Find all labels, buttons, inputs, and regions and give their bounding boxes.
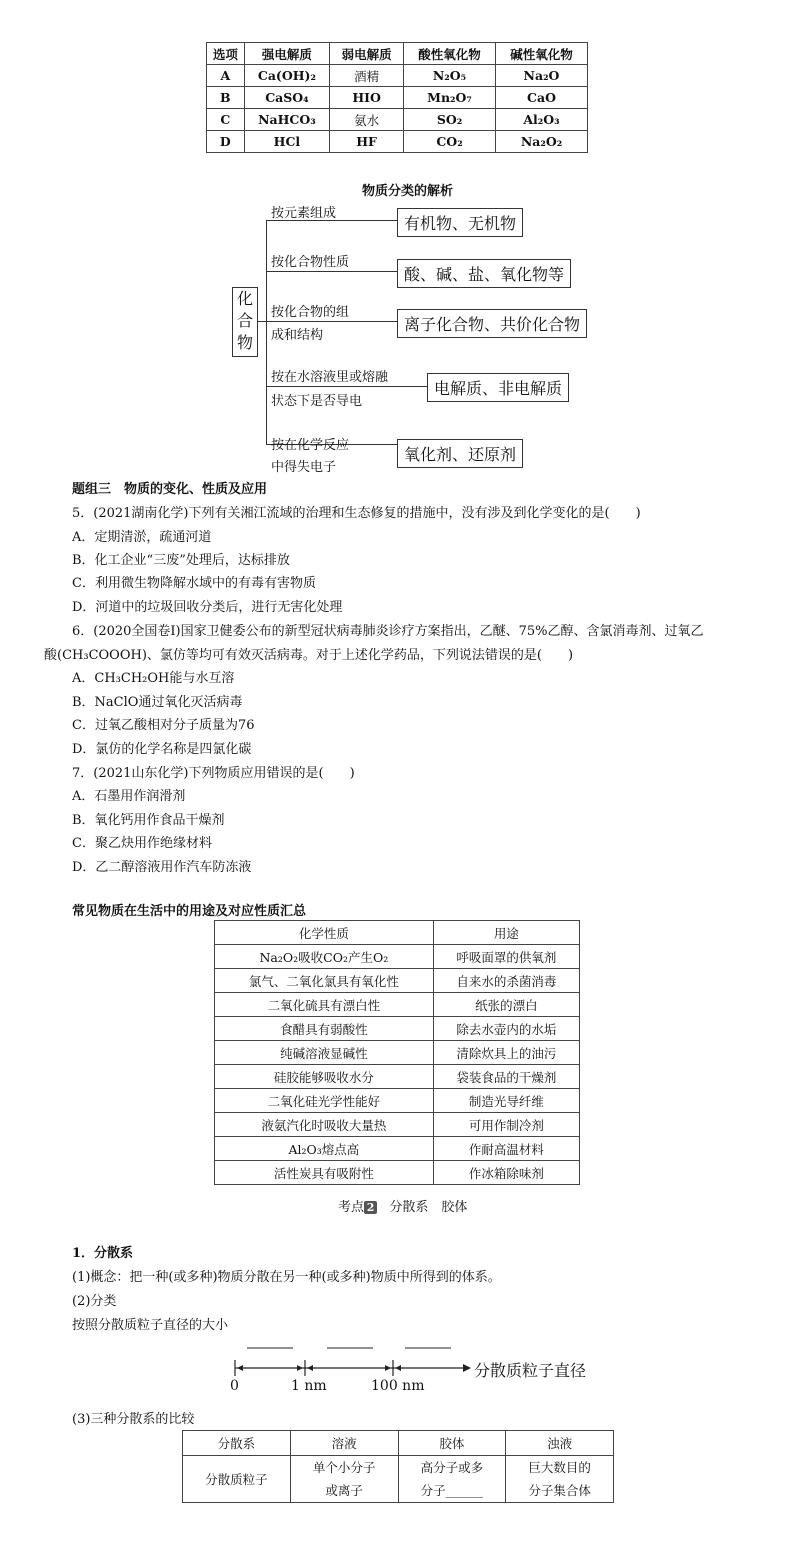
classify-label: (2)分类 (72, 1294, 117, 1309)
table-cell: Ca(OH)₂ (244, 65, 330, 87)
table-title: 常见物质在生活中的用途及对应性质汇总 (72, 904, 307, 919)
table-cell: 制造光导纤维 (433, 1089, 579, 1113)
branch-result: 酸、碱、盐、氧化物等 (397, 259, 571, 288)
table-cell: 自来水的杀菌消毒 (433, 969, 579, 993)
table-cell: 纸张的漂白 (433, 993, 579, 1017)
branch-result: 离子化合物、共价化合物 (397, 309, 587, 338)
table-cell: A (207, 65, 245, 87)
heading-prefix: 考点 (338, 1200, 365, 1215)
table-header: 化学性质 (215, 921, 434, 945)
question-stem: 5．(2021湖南化学)下列有关湘江流域的治理和生态修复的措施中，没有涉及到化学变化的是( ) (72, 506, 641, 521)
table-cell: C (207, 109, 245, 131)
table-cell: 除去水壶内的水垢 (433, 1017, 579, 1041)
branch-label: 按在水溶液里或熔融 (271, 370, 389, 385)
table-cell: D (207, 131, 245, 153)
cell-line: 分子______ (420, 1483, 484, 1498)
cell-line: 高分子或多 (420, 1460, 484, 1475)
table-cell: 酒精 (330, 65, 404, 87)
compare-label: (3)三种分散系的比较 (72, 1412, 195, 1427)
cell-line: 分子集合体 (528, 1483, 591, 1498)
table-header: 用途 (433, 921, 579, 945)
option-a: A．石墨用作润滑剂 (72, 789, 186, 804)
table-cell: B (207, 87, 245, 109)
option-c: C．聚乙炔用作绝缘材料 (72, 836, 212, 851)
table-cell: Al₂O₃熔点高 (215, 1137, 434, 1161)
question-stem: 6．(2020全国卷Ⅰ)国家卫健委公布的新型冠状病毒肺炎诊疗方案指出，乙醚、75%乙醇、含氯消毒剂、过氧乙 (72, 624, 704, 639)
option-b: B．NaClO通过氧化灭活病毒 (72, 695, 243, 710)
table-cell: 二氧化硫具有漂白性 (215, 993, 434, 1017)
table-cell: 清除炊具上的油污 (433, 1041, 579, 1065)
table-cell: 纯碱溶液显碱性 (215, 1041, 434, 1065)
branch-label: 按在化学反应 (271, 438, 350, 453)
branch-result: 有机物、无机物 (397, 208, 523, 237)
table-header: 碱性氧化物 (496, 43, 588, 65)
option-a: A．CH₃CH₂OH能与水互溶 (72, 671, 235, 686)
axis-label: 分散质粒子直径 (474, 1361, 587, 1380)
classification-diagram (229, 200, 595, 475)
basis-text: 按照分散质粒子直径的大小 (72, 1318, 229, 1333)
branch-label: 按化合物的组 (271, 305, 350, 320)
tick-label: 1 nm (291, 1378, 327, 1394)
table-cell: Al₂O₃ (496, 109, 588, 131)
table-header: 分散系 (183, 1431, 291, 1456)
table-header: 强电解质 (244, 43, 330, 65)
table-header: 浊液 (506, 1431, 614, 1456)
table-cell: Na₂O₂ (496, 131, 588, 153)
table-cell: SO₂ (404, 109, 496, 131)
table-cell: 作冰箱除味剂 (433, 1161, 579, 1185)
branch-label: 成和结构 (271, 328, 324, 343)
table-header: 胶体 (398, 1431, 506, 1456)
table-cell: HIO (330, 87, 404, 109)
table-cell: 可用作制冷剂 (433, 1113, 579, 1137)
table-cell: 活性炭具有吸附性 (215, 1161, 434, 1185)
option-d: D．氯仿的化学名称是四氯化碳 (72, 742, 252, 757)
tick-label: 100 nm (371, 1378, 425, 1394)
usage-table (214, 920, 580, 1185)
table-cell: 袋装食品的干燥剂 (433, 1065, 579, 1089)
table-cell (290, 1456, 398, 1503)
table-cell: CaO (496, 87, 588, 109)
table-cell: CO₂ (404, 131, 496, 153)
question-stem: 7．(2021山东化学)下列物质应用错误的是( ) (72, 766, 355, 781)
table-cell: Na₂O (496, 65, 588, 87)
option-c: C．过氧乙酸相对分子质量为76 (72, 718, 255, 733)
table-cell: Na₂O₂吸收CO₂产生O₂ (215, 945, 434, 969)
table-cell: 氨水 (330, 109, 404, 131)
cell-line: 巨大数目的 (528, 1460, 591, 1475)
table-cell: N₂O₅ (404, 65, 496, 87)
cell-line: 或离子 (325, 1483, 363, 1498)
tick-label: 0 (230, 1378, 239, 1394)
group-title: 题组三 物质的变化、性质及应用 (72, 482, 268, 497)
heading-title: 分散系 胶体 (389, 1200, 468, 1215)
section-heading (338, 1196, 467, 1215)
table-header: 溶液 (290, 1431, 398, 1456)
concept-text: (1)概念：把一种(或多种)物质分散在另一种(或多种)物质中所得到的体系。 (72, 1270, 501, 1285)
branch-label: 中得失电子 (271, 460, 337, 475)
table-cell: 食醋具有弱酸性 (215, 1017, 434, 1041)
table-cell: 呼吸面罩的供氧剂 (433, 945, 579, 969)
branch-result: 电解质、非电解质 (427, 373, 569, 402)
table-cell: HCl (244, 131, 330, 153)
question-stem: 酸(CH₃COOOH)、氯仿等均可有效灭活病毒。对于上述化学药品，下列说法错误的是( ) (44, 648, 574, 663)
table-cell (506, 1456, 614, 1503)
table-cell: 液氨汽化时吸收大量热 (215, 1113, 434, 1137)
table-cell: NaHCO₃ (244, 109, 330, 131)
table-cell: 作耐高温材料 (433, 1137, 579, 1161)
electrolyte-table (206, 42, 588, 153)
table-header: 酸性氧化物 (404, 43, 496, 65)
heading-number: 2 (364, 1201, 377, 1214)
branch-label: 状态下是否导电 (271, 394, 363, 409)
table-cell: CaSO₄ (244, 87, 330, 109)
cell-line: 单个小分子 (312, 1460, 376, 1475)
table-header: 弱电解质 (330, 43, 404, 65)
subsection-title: 1．分散系 (72, 1246, 134, 1261)
option-d: D．乙二醇溶液用作汽车防冻液 (72, 860, 252, 875)
branch-label: 按化合物性质 (271, 255, 350, 270)
diagram-title: 物质分类的解析 (362, 184, 454, 199)
option-b: B．化工企业“三废”处理后，达标排放 (72, 553, 290, 568)
option-c: C．利用微生物降解水域中的有毒有害物质 (72, 576, 316, 591)
branch-label: 按元素组成 (271, 206, 337, 221)
table-cell (398, 1456, 506, 1503)
table-cell: 分散质粒子 (183, 1456, 291, 1503)
option-d: D．河道中的垃圾回收分类后，进行无害化处理 (72, 600, 343, 615)
table-cell: 二氧化硅光学性能好 (215, 1089, 434, 1113)
table-cell: 氯气、二氧化氯具有氧化性 (215, 969, 434, 993)
table-cell: Mn₂O₇ (404, 87, 496, 109)
table-cell: 硅胶能够吸收水分 (215, 1065, 434, 1089)
option-b: B．氧化钙用作食品干燥剂 (72, 813, 225, 828)
branch-result: 氧化剂、还原剂 (397, 439, 523, 468)
option-a: A．定期清淤，疏通河道 (72, 530, 212, 545)
table-cell: HF (330, 131, 404, 153)
root-box: 化合物 (232, 287, 258, 357)
dispersion-compare-table (182, 1430, 614, 1503)
table-header: 选项 (207, 43, 245, 65)
